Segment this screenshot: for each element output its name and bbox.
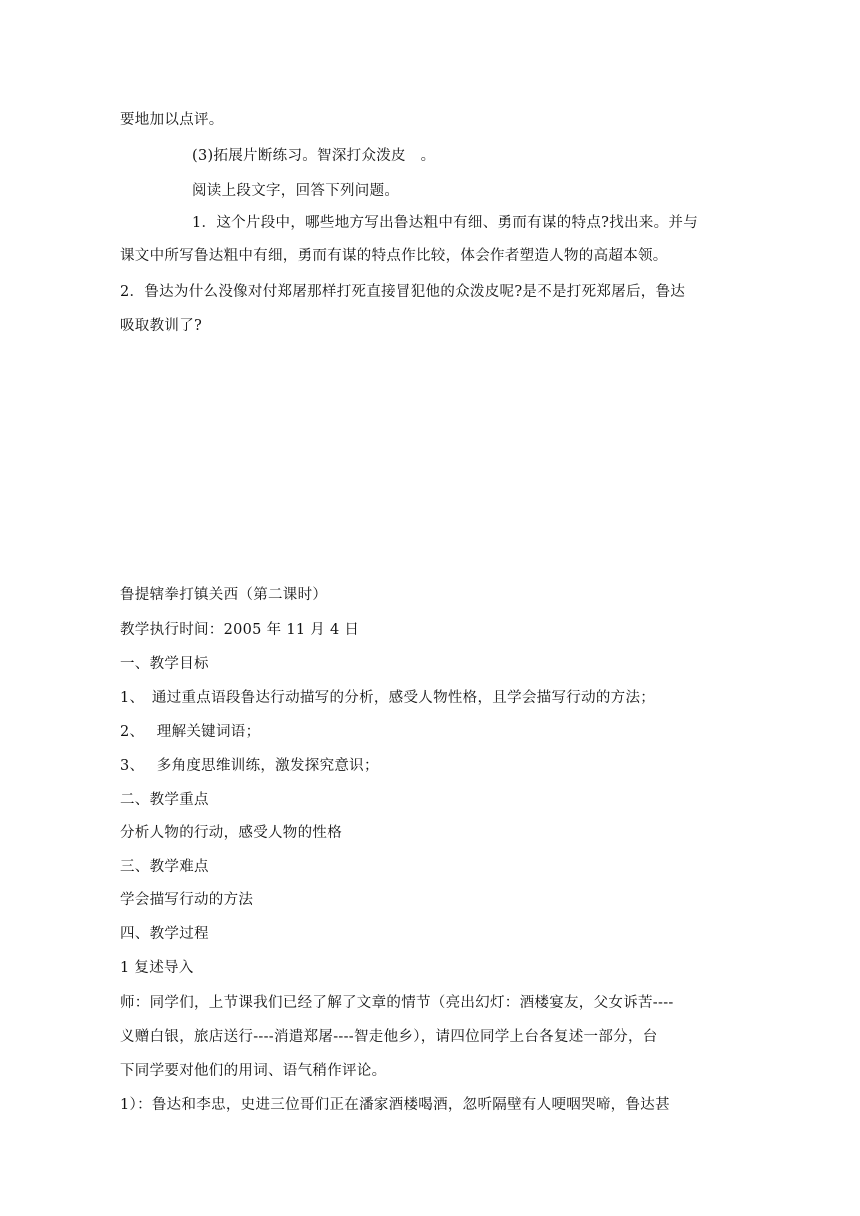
goal-item-3: 3、 多角度思维训练，激发探究意识； xyxy=(120,758,379,774)
question-1-line-2: 课文中所写鲁达粗中有细，勇而有谋的特点作比较，体会作者塑造人物的高超本领。 xyxy=(120,248,668,264)
teacher-line-1: 师：同学们，上节课我们已经了解了文章的情节（亮出幻灯：酒楼宴友，父女诉苦---- xyxy=(120,995,674,1011)
execution-time: 教学执行时间：2005 年 11 月 4 日 xyxy=(120,622,360,638)
focus-heading: 二、教学重点 xyxy=(120,792,209,808)
step-1-heading: 1 复述导入 xyxy=(120,960,194,976)
lesson-title: 鲁提辖拳打镇关西（第二课时） xyxy=(120,587,328,603)
question-2-line-2: 吸取教训了? xyxy=(120,318,203,334)
retell-line-1: 1）：鲁达和李忠，史进三位哥们正在潘家酒楼喝酒，忽听隔壁有人哽咽哭啼，鲁达甚 xyxy=(120,1097,670,1113)
teacher-line-3: 下同学要对他们的用词、语气稍作评论。 xyxy=(120,1063,387,1079)
difficulty-text: 学会描写行动的方法 xyxy=(120,892,254,908)
paragraph-line: 要地加以点评。 xyxy=(120,112,224,128)
goals-heading: 一、教学目标 xyxy=(120,656,209,672)
teacher-line-2: 义赠白银，旅店送行----消遣郑屠----智走他乡），请四位同学上台各复述一部分，台 xyxy=(120,1029,658,1045)
instruction-line: 阅读上段文字，回答下列问题。 xyxy=(192,183,400,199)
question-2-line-1: 2．鲁达为什么没像对付郑屠那样打死直接冒犯他的众泼皮呢?是不是打死郑屠后，鲁达 xyxy=(120,284,686,300)
process-heading: 四、教学过程 xyxy=(120,926,209,942)
goal-item-2: 2、 理解关键词语； xyxy=(120,724,261,740)
question-1-line-1: 1．这个片段中，哪些地方写出鲁达粗中有细、勇而有谋的特点?找出来。并与 xyxy=(192,215,698,231)
exercise-heading: (3)拓展片断练习。智深打众泼皮 。 xyxy=(192,148,436,164)
focus-text: 分析人物的行动，感受人物的性格 xyxy=(120,825,342,841)
difficulty-heading: 三、教学难点 xyxy=(120,859,209,875)
goal-item-1: 1、 通过重点语段鲁达行动描写的分析，感受人物性格，且学会描写行动的方法； xyxy=(120,690,656,706)
